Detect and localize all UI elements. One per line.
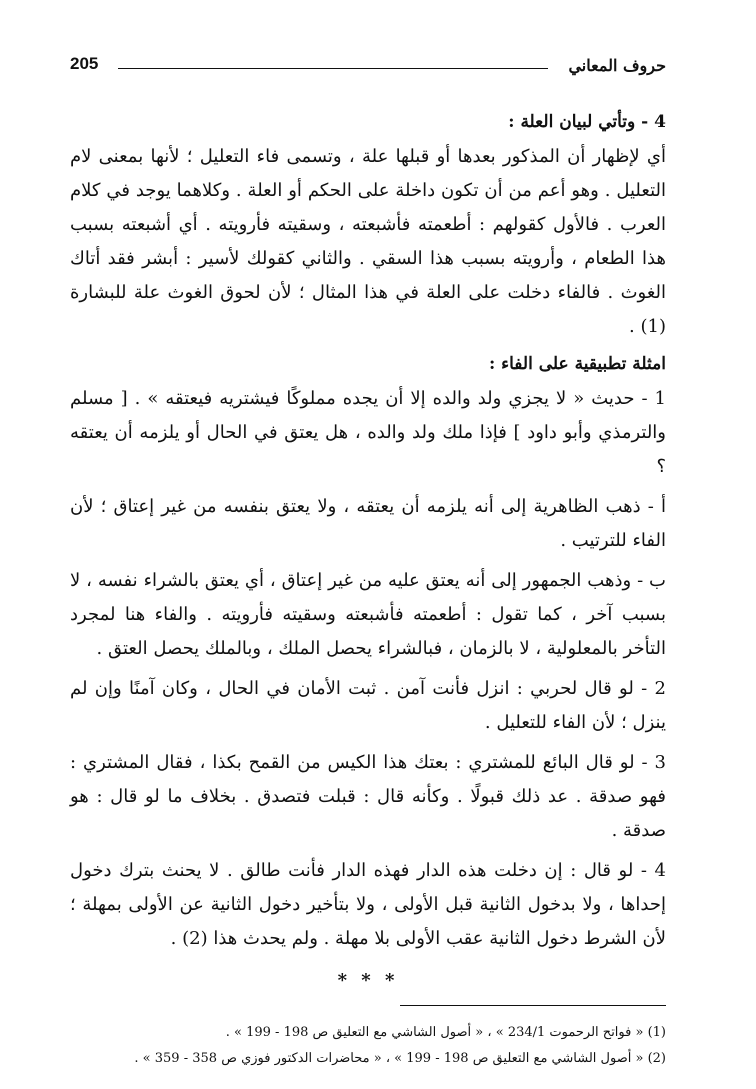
section-heading: 4 - وتأتي لبيان العلة : — [508, 112, 666, 132]
example-paragraph: 2 - لو قال لحربي : انزل فأنت آمن . ثبت الأمان في الحال ، وكان آمنًا وإن لم ينزل ؛ لأن الفاء للتعليل . — [70, 678, 666, 733]
book-page — [70, 52, 666, 1072]
section-paragraph: أي لإظهار أن المذكور بعدها أو قبلها علة ، وتسمى فاء التعليل ؛ لأنها بمعنى لام التعليل . وهو أعم من أن تكون داخلة على الحكم أو العلة . وكلاهما يوجد في كلام العرب . فالأول كقولهم : أطعمته فأشبعته ، وسقيته فأرويته . أي أشبعته بسبب هذا الطعام ، وأرويته بسبب هذا السقي . والثاني كقولك لأسير : أبشر فقد أتاك الغوث . فالفاء دخلت على العلة في هذا المثال ؛ لأن لحوق الغوث علة للبشارة (1) . — [70, 146, 666, 337]
chapter-title: حروف المعاني — [568, 56, 666, 75]
footnote-rule — [400, 1005, 666, 1006]
example-paragraph: أ - ذهب الظاهرية إلى أنه يلزمه أن يعتقه ، ولا يعتق بنفسه من غير إعتاق ؛ لأن الفاء للترتيب . — [70, 496, 666, 551]
example-paragraph: 1 - حديث « لا يجزي ولد والده إلا أن يجده مملوكًا فيشتريه فيعتقه » . [ مسلم والترمذي وأبو داود ] فإذا ملك ولد والده ، هل يعتق في الحال أو يلزمه أن يعتقه ؟ — [70, 388, 666, 477]
footnote: (2) « أصول الشاشي مع التعليق ص 198 - 199 » ، « محاضرات الدكتور فوزي ص 358 - 359 » . — [134, 1051, 666, 1066]
example-paragraph: 3 - لو قال البائع للمشتري : بعتك هذا الكيس من القمح بكذا ، فقال المشتري : فهو صدقة . عد ذلك قبولًا . وكأنه قال : قبلت فتصدق . بخلاف ما لو قال : هو صدقة . — [70, 752, 666, 841]
header-rule — [118, 68, 548, 69]
section-separator: * * * — [337, 970, 399, 991]
page-number: 205 — [70, 54, 99, 73]
example-paragraph: 4 - لو قال : إن دخلت هذه الدار فهذه الدار فأنت طالق . لا يحنث بترك دخول إحداها ، ولا بدخول الثانية قبل الأولى ، ولا بتأخير دخول الثانية عن الأولى بمهلة ؛ لأن الشرط دخول الثانية عقب الأولى بلا مهلة . ولم يحدث هذا (2) . — [70, 860, 666, 949]
running-header — [70, 52, 666, 82]
footnote: (1) « فواتح الرحموت 234/1 » ، « أصول الشاشي مع التعليق ص 198 - 199 » . — [225, 1025, 666, 1040]
example-paragraph: ب - وذهب الجمهور إلى أنه يعتق عليه من غير إعتاق ، أي يعتق بالشراء نفسه ، لا بسبب آخر ، كما تقول : أطعمته فأشبعته وسقيته فأرويته . والفاء هنا لمجرد التأخر بالمعلولية ، لا بالزمان ، فبالشراء يحصل الملك ، وبالملك يحصل العتق . — [70, 570, 666, 659]
examples-heading: امثلة تطبيقية على الفاء : — [488, 354, 666, 374]
